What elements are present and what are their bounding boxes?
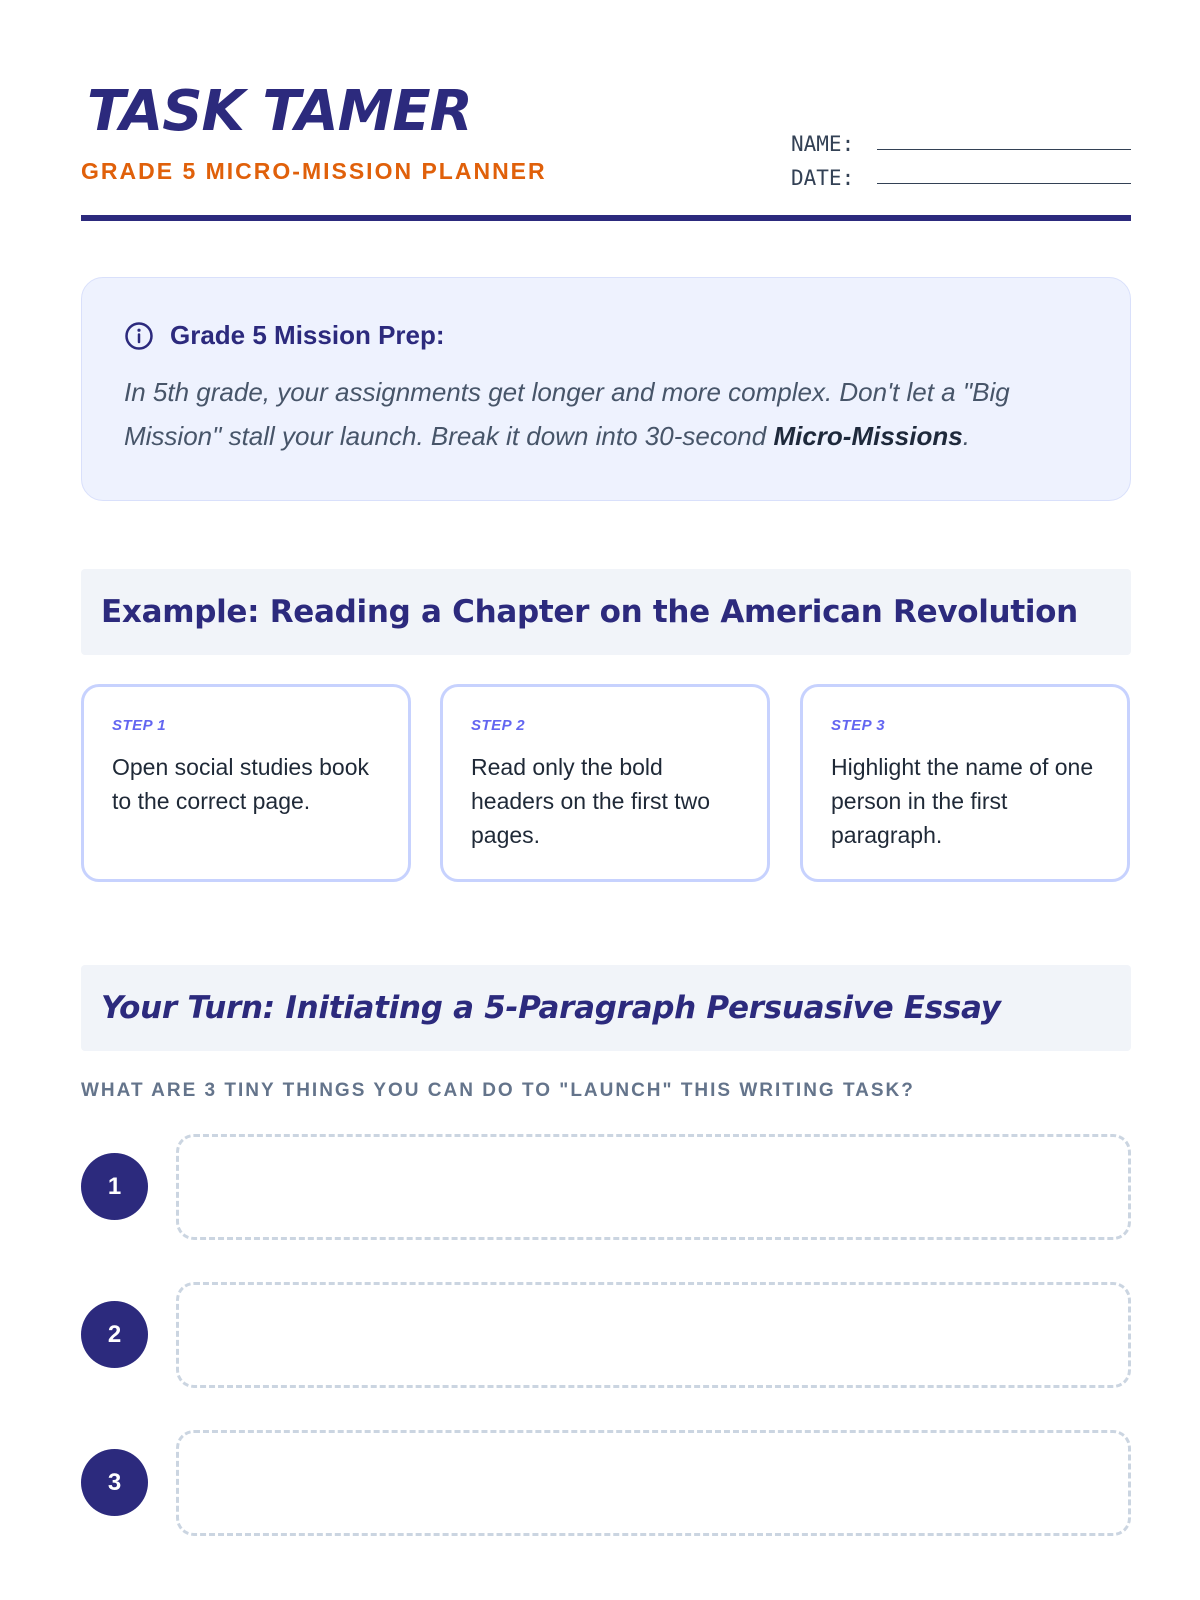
step-card bbox=[81, 684, 411, 882]
example-heading: Example: Reading a Chapter on the American Revolution bbox=[101, 594, 1078, 630]
number-badge: 2 bbox=[81, 1301, 148, 1368]
number-badge: 3 bbox=[81, 1449, 148, 1516]
example-steps bbox=[81, 684, 1131, 884]
example-section-header bbox=[81, 569, 1131, 655]
header-divider bbox=[81, 215, 1131, 221]
callout-title: Grade 5 Mission Prep: bbox=[170, 320, 445, 350]
date-line[interactable] bbox=[877, 161, 1131, 184]
your-turn-heading: Your Turn: Initiating a 5-Paragraph Persuasive Essay bbox=[101, 990, 1001, 1026]
step-label: STEP 2 bbox=[471, 717, 526, 734]
step-label: STEP 1 bbox=[112, 717, 167, 734]
worksheet-page bbox=[81, 0, 1131, 1600]
date-row bbox=[791, 156, 1131, 190]
step-text: Highlight the name of one person in the first paragraph. bbox=[831, 754, 1094, 848]
date-label: DATE: bbox=[791, 166, 855, 190]
step-text: Read only the bold headers on the first two pages. bbox=[471, 754, 711, 848]
answer-prompt: WHAT ARE 3 TINY THINGS YOU CAN DO TO "LAUNCH" THIS WRITING TASK? bbox=[81, 1080, 915, 1101]
callout-text-end: . bbox=[962, 421, 970, 451]
name-line[interactable] bbox=[877, 127, 1131, 150]
worksheet-header bbox=[81, 80, 1131, 220]
worksheet-title: TASK TAMER bbox=[87, 79, 472, 144]
name-row bbox=[791, 122, 1131, 156]
your-turn-section-header bbox=[81, 965, 1131, 1051]
step-text: Open social studies book to the correct page. bbox=[112, 754, 369, 814]
answer-row bbox=[81, 1282, 1131, 1388]
student-info bbox=[791, 122, 1131, 190]
callout-header bbox=[124, 320, 445, 351]
step-card bbox=[800, 684, 1130, 882]
callout-text bbox=[124, 370, 1084, 458]
answer-field-1[interactable] bbox=[176, 1134, 1131, 1240]
callout-text-emphasis: Micro-Missions bbox=[773, 421, 963, 451]
answer-row bbox=[81, 1430, 1131, 1536]
step-label: STEP 3 bbox=[831, 717, 886, 734]
step-card bbox=[440, 684, 770, 882]
callout-text-main: In 5th grade, your assignments get longer and more complex. Don't let a "Big Mission" stall your launch. Break it down into 30-second bbox=[124, 377, 1010, 451]
mission-prep-callout bbox=[81, 277, 1131, 501]
answer-field-2[interactable] bbox=[176, 1282, 1131, 1388]
number-badge: 1 bbox=[81, 1153, 148, 1220]
answer-row bbox=[81, 1134, 1131, 1240]
info-circle-icon bbox=[124, 321, 154, 351]
worksheet-subtitle: GRADE 5 MICRO-MISSION PLANNER bbox=[81, 158, 547, 184]
name-label: NAME: bbox=[791, 132, 855, 156]
answer-field-3[interactable] bbox=[176, 1430, 1131, 1536]
